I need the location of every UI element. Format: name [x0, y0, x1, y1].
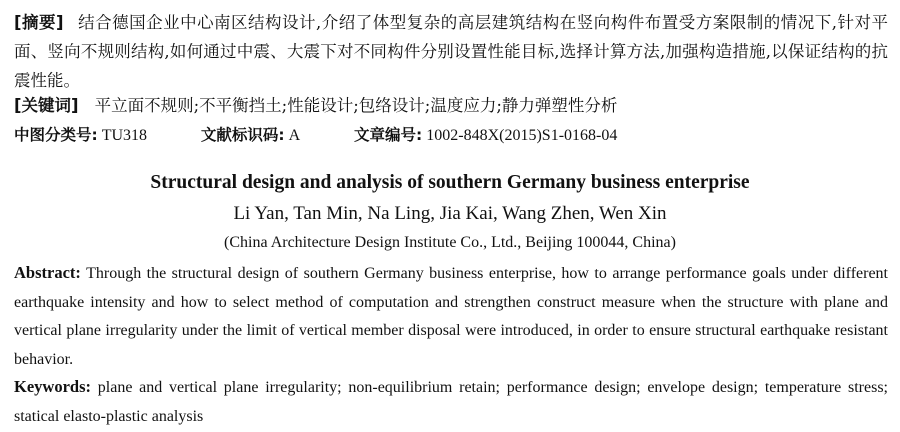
english-affiliation: (China Architecture Design Institute Co., Ltd., Beijing 100044, China)	[224, 234, 676, 251]
doc-code-value: A	[288, 127, 301, 144]
chinese-keywords-label: [关键词]	[14, 96, 79, 115]
chinese-keywords	[14, 93, 888, 119]
classification-line	[14, 122, 888, 149]
english-abstract	[14, 259, 888, 374]
english-abstract-text: Through the structural design of southern Germany business enterprise, how to arrange performance goals under different earthquake intensity and how to select method of computation and strengthen construct measure when the structure with plane and vertical plane irregularity under the limit of vertical member disposal were introduced, in order to ensure structural earthquake resistant behavior.	[14, 265, 888, 368]
english-abstract-label: Abstract:	[14, 263, 81, 282]
english-keywords-text: plane and vertical plane irregularity; non-equilibrium retain; performance design; envelope design; temperature stress; statical elasto-plastic analysis	[14, 379, 888, 425]
clc-label: 中图分类号:	[14, 126, 98, 144]
article-number-value: 1002-848X(2015)S1-0168-04	[426, 127, 618, 144]
chinese-abstract-label: [摘要]	[14, 13, 64, 32]
doc-code-label: 文献标识码:	[200, 126, 285, 144]
english-title: Structural design and analysis of southern Germany business enterprise	[150, 172, 750, 193]
clc-value: TU318	[101, 127, 148, 144]
article-number-label: 文章编号:	[354, 126, 423, 144]
english-authors: Li Yan, Tan Min, Na Ling, Jia Kai, Wang Zhen, Wen Xin	[233, 203, 667, 224]
chinese-abstract	[14, 8, 888, 95]
english-keywords-label: Keywords:	[14, 377, 91, 396]
chinese-keywords-text: 平立面不规则;不平衡挡土;性能设计;包络设计;温度应力;静力弹塑性分析	[94, 96, 618, 115]
chinese-abstract-text: 结合德国企业中心南区结构设计,介绍了体型复杂的高层建筑结构在竖向构件布置受方案限制的情况下,针对平面、竖向不规则结构,如何通过中震、大震下对不同构件分别设置性能目标,选择计算方法,加强构造措施,以保证结构的抗震性能。	[14, 13, 888, 90]
english-keywords	[14, 373, 888, 431]
